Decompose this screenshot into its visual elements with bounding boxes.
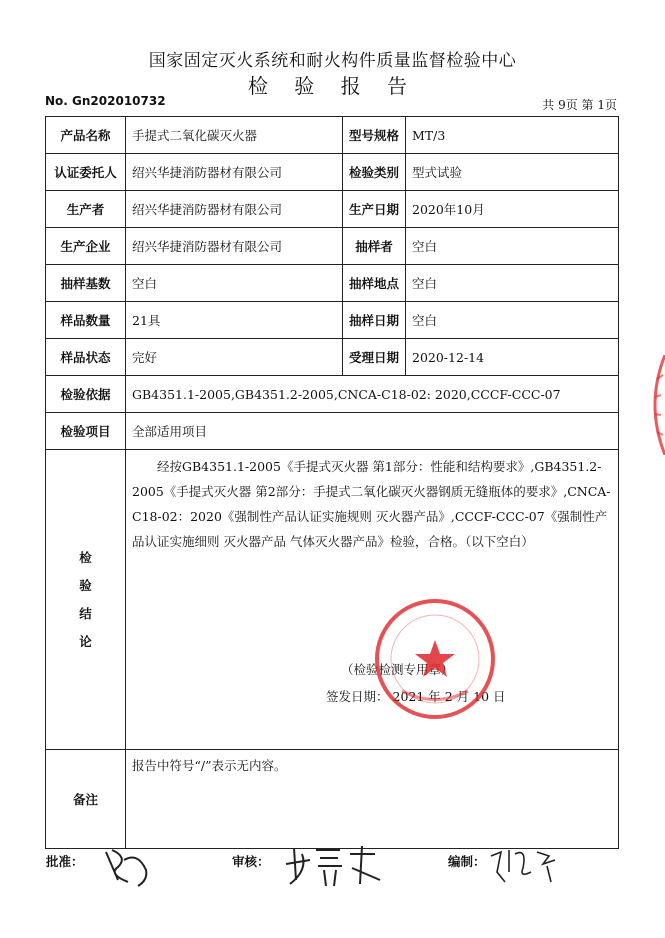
table-row [46, 117, 619, 154]
field-value: 空白 [406, 302, 619, 339]
field-value: 手提式二氧化碳灭火器 [126, 117, 343, 154]
stamp-note: （检验检测专用章） [341, 662, 454, 677]
items-value: 全部适用项目 [126, 413, 619, 450]
field-label: 认证委托人 [46, 154, 126, 191]
field-label: 样品状态 [46, 339, 126, 376]
report-table [45, 116, 619, 849]
conclusion-label-char: 验 [79, 577, 92, 593]
remarks-value: 报告中符号“/”表示无内容。 [126, 750, 619, 849]
field-value: 绍兴华捷消防器材有限公司 [126, 154, 343, 191]
table-row [46, 228, 619, 265]
signature-review-icon [280, 840, 390, 890]
report-number: No. Gn202010732 [45, 94, 166, 108]
field-label: 抽样者 [343, 228, 406, 265]
table-row [46, 302, 619, 339]
table-row [46, 376, 619, 413]
field-value: 空白 [126, 265, 343, 302]
compile-label: 编制： [448, 854, 486, 869]
conclusion-text: 经按GB4351.1-2005《手提式灭火器 第1部分：性能和结构要求》,GB4351.2-2005《手提式灭火器 第2部分：手提式二氧化碳灭火器钢质无缝瓶体的要求》,CNCA-C18-02：2020《强制性产品认证实施规则 灭火器产品》,CCCF-CCC-07《强制性产品认证实施细则 灭火器产品 气体灭火器产品》检验，合格。（以下空白） [132, 459, 611, 549]
table-row [46, 413, 619, 450]
basis-value: GB4351.1-2005,GB4351.2-2005,CNCA-C18-02: 2020,CCCF-CCC-07 [126, 376, 619, 413]
table-row [46, 750, 619, 849]
field-label: 生产日期 [343, 191, 406, 228]
conclusion-label-char: 检 [79, 549, 92, 565]
table-row [46, 154, 619, 191]
field-value: 空白 [406, 265, 619, 302]
report-title: 检 验 报 告 [247, 74, 418, 98]
header-organization: 国家固定灭火系统和耐火构件质量监督检验中心 [148, 51, 517, 71]
issue-date-label: 签发日期： [326, 689, 389, 704]
table-row [46, 191, 619, 228]
field-label: 生产企业 [46, 228, 126, 265]
field-value: 完好 [126, 339, 343, 376]
field-value: 绍兴华捷消防器材有限公司 [126, 228, 343, 265]
field-value: MT/3 [406, 117, 619, 154]
field-label: 产品名称 [46, 117, 126, 154]
field-value: 绍兴华捷消防器材有限公司 [126, 191, 343, 228]
remarks-label: 备注 [46, 750, 126, 849]
conclusion-label-char: 论 [79, 633, 92, 649]
signature-compile-icon [487, 842, 567, 888]
table-row [46, 450, 619, 750]
field-label: 抽样地点 [343, 265, 406, 302]
side-seal-icon [643, 355, 665, 455]
field-label: 生产者 [46, 191, 126, 228]
field-label: 检验类别 [343, 154, 406, 191]
conclusion-label-char: 结 [79, 605, 92, 621]
page-info: 共 9页 第 1页 [542, 98, 617, 112]
approve-label: 批准： [46, 854, 84, 869]
conclusion-label [46, 450, 126, 750]
issue-date: 2021 年 2 月 10 日 [392, 689, 506, 704]
field-label: 抽样日期 [343, 302, 406, 339]
table-row [46, 265, 619, 302]
table-row [46, 339, 619, 376]
signature-approve-icon [98, 842, 158, 892]
basis-label: 检验依据 [46, 376, 126, 413]
field-label: 抽样基数 [46, 265, 126, 302]
official-seal-icon [372, 596, 498, 722]
items-label: 检验项目 [46, 413, 126, 450]
field-value: 空白 [406, 228, 619, 265]
field-label: 受理日期 [343, 339, 406, 376]
field-value: 2020年10月 [406, 191, 619, 228]
field-label: 型号规格 [343, 117, 406, 154]
field-label: 样品数量 [46, 302, 126, 339]
field-value: 2020-12-14 [406, 339, 619, 376]
field-value: 型式试验 [406, 154, 619, 191]
field-value: 21具 [126, 302, 343, 339]
review-label: 审核： [232, 854, 270, 869]
